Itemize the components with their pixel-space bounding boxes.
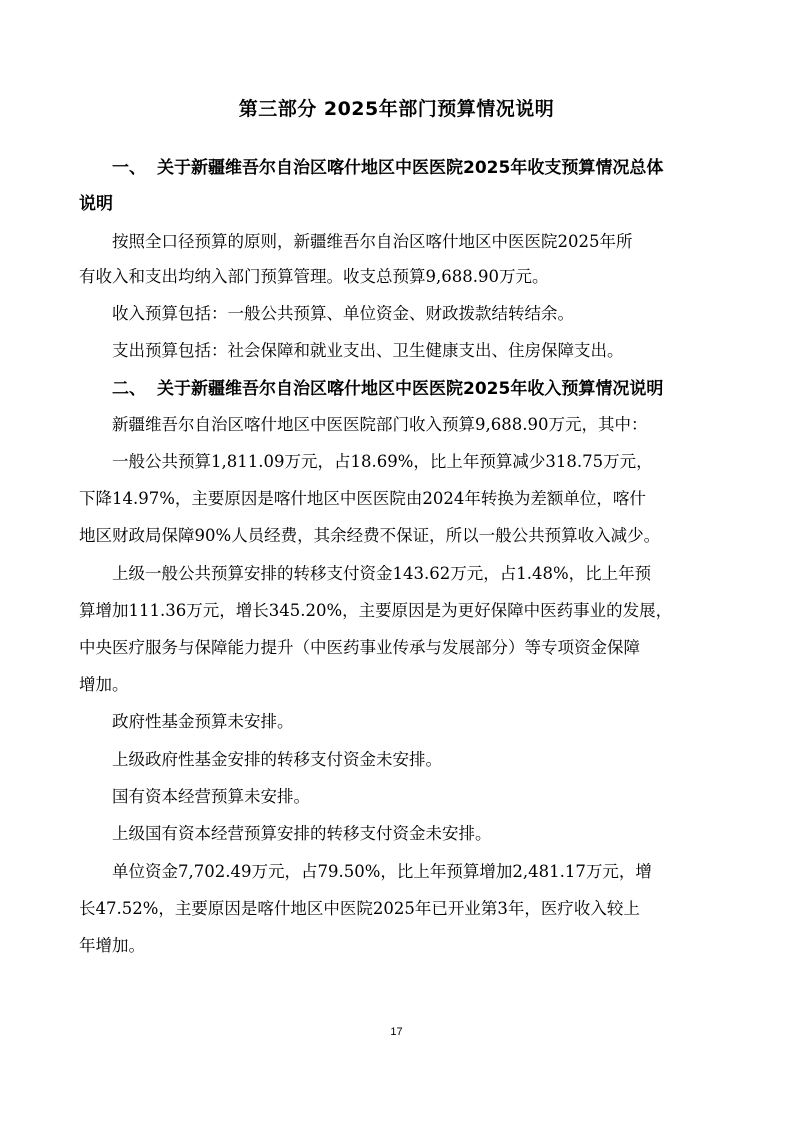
section-2-heading bbox=[112, 374, 663, 399]
paragraph-line: 有收入和支出均纳入部门预算管理。收支总预算9,688.90万元。 bbox=[79, 267, 549, 286]
paragraph-line: 中央医疗服务与保障能力提升（中医药事业传承与发展部分）等专项资金保障 bbox=[79, 638, 640, 657]
paragraph-line: 政府性基金预算未安排。 bbox=[112, 712, 294, 731]
section-1-heading-line-1: 关于新疆维吾尔自治区喀什地区中医医院2025年收支预算情况总体 bbox=[157, 158, 664, 178]
paragraph-line: 上级一般公共预算安排的转移支付资金143.62万元，占1.48%，比上年预 bbox=[112, 564, 652, 583]
paragraph-line: 长47.52%，主要原因是喀什地区中医院2025年已开业第3年，医疗收入较上 bbox=[79, 899, 640, 918]
section-2-number: 二、 bbox=[112, 379, 146, 399]
paragraph-line: 收入预算包括：一般公共预算、单位资金、财政拨款结转结余。 bbox=[112, 304, 574, 323]
page-number: 17 bbox=[390, 1026, 403, 1038]
paragraph-line: 年增加。 bbox=[79, 936, 145, 955]
paragraph-line: 国有资本经营预算未安排。 bbox=[112, 787, 310, 806]
paragraph-line: 单位资金7,702.49万元，占79.50%，比上年预算增加2,481.17万元，增 bbox=[112, 862, 652, 881]
paragraph-line: 算增加111.36万元，增长345.20%，主要原因是为更好保障中医药事业的发展， bbox=[79, 601, 673, 620]
paragraph-line: 下降14.97%，主要原因是喀什地区中医医院由2024年转换为差额单位，喀什 bbox=[79, 489, 646, 508]
page-title: 第三部分 2025年部门预算情况说明 bbox=[238, 98, 555, 120]
paragraph-line: 上级国有资本经营预算安排的转移支付资金未安排。 bbox=[112, 824, 492, 843]
section-1-heading bbox=[112, 153, 663, 178]
section-1-number: 一、 bbox=[112, 158, 146, 178]
paragraph-line: 一般公共预算1,811.09万元，占18.69%，比上年预算减少318.75万元， bbox=[112, 452, 653, 471]
paragraph-line: 增加。 bbox=[79, 675, 129, 694]
paragraph-line: 支出预算包括：社会保障和就业支出、卫生健康支出、住房保障支出。 bbox=[112, 341, 624, 360]
paragraph-line: 上级政府性基金安排的转移支付资金未安排。 bbox=[112, 750, 442, 769]
section-1-heading-line-2: 说明 bbox=[79, 194, 113, 214]
paragraph-line: 地区财政局保障90%人员经费，其余经费不保证，所以一般公共预算收入减少。 bbox=[79, 526, 661, 545]
paragraph-line: 新疆维吾尔自治区喀什地区中医医院部门收入预算9,688.90万元，其中： bbox=[112, 415, 648, 434]
paragraph-line: 按照全口径预算的原则，新疆维吾尔自治区喀什地区中医医院2025年所 bbox=[112, 232, 633, 251]
section-2-heading-line-1: 关于新疆维吾尔自治区喀什地区中医医院2025年收入预算情况说明 bbox=[157, 379, 664, 399]
